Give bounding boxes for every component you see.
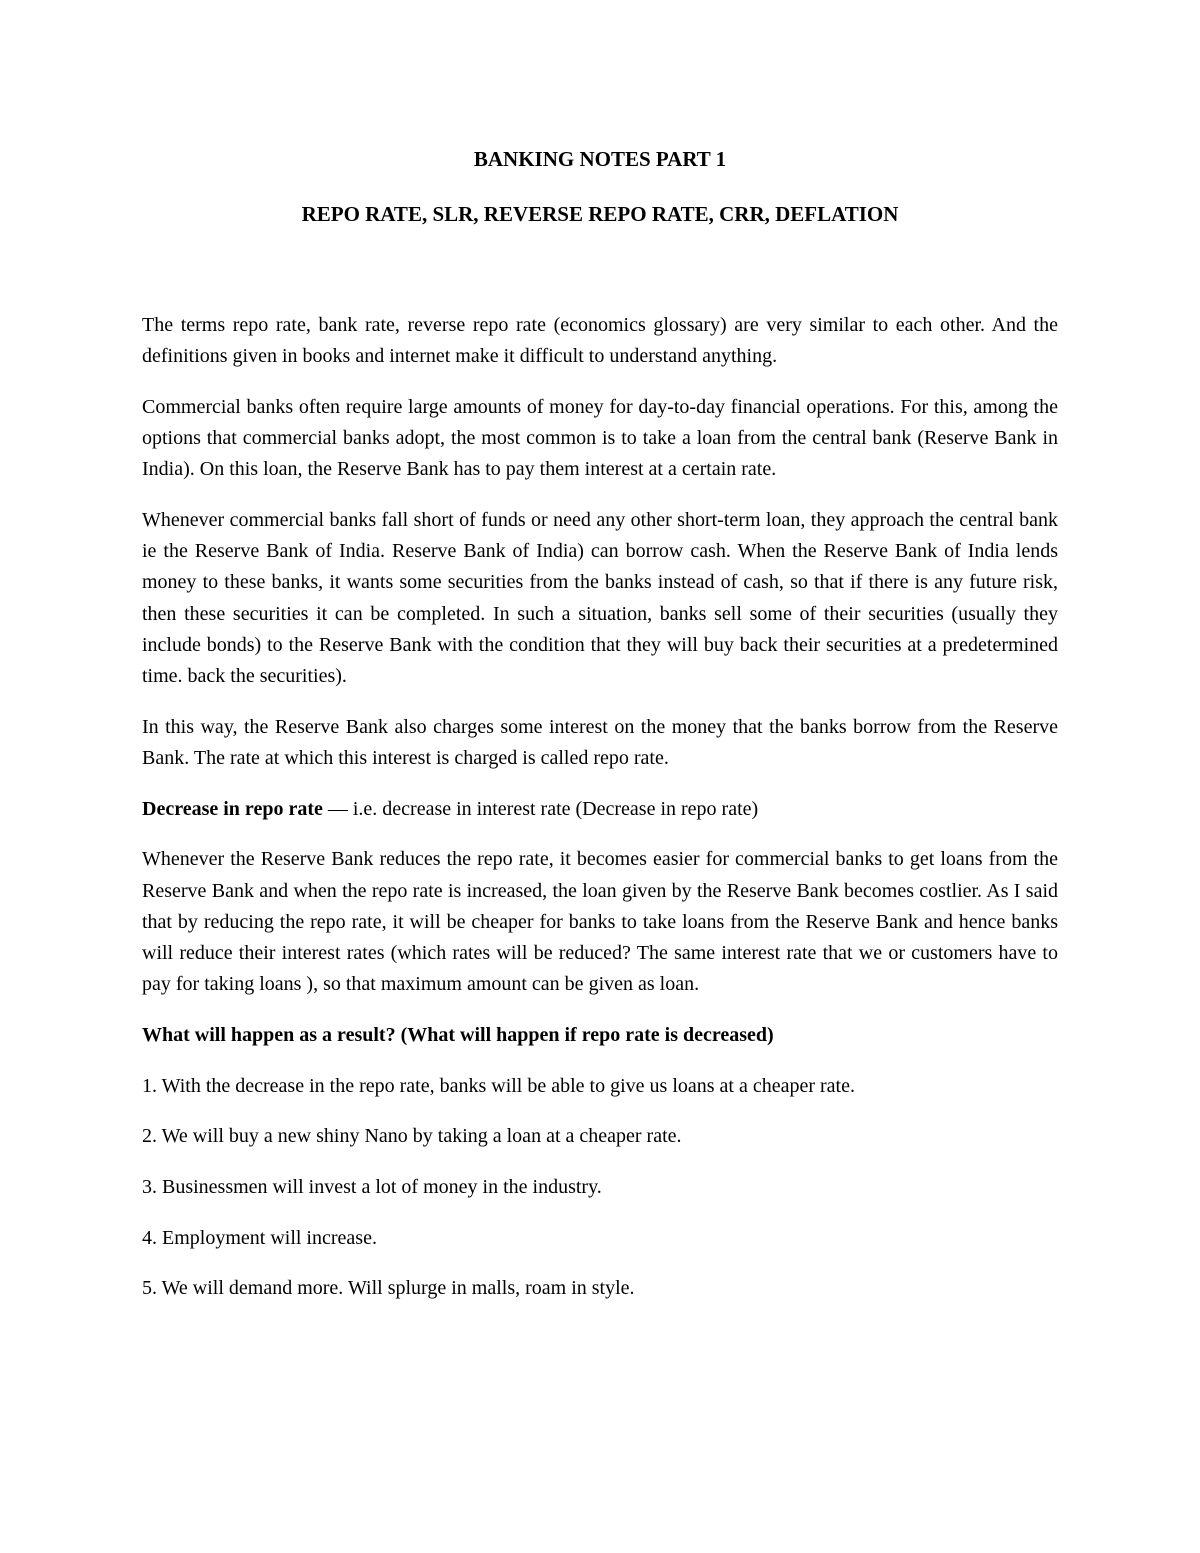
paragraph-reduction-effects: Whenever the Reserve Bank reduces the repo rate, it becomes easier for commercial banks to get loans from the Reserve Bank and when the repo rate is increased, the loan given by the Reserve Bank becomes costlier. As I said that by reducing the repo rate, it will be cheaper for banks to take loans from the Reserve Bank and hence banks will reduce their interest rates (which rates will be reduced? The same interest rate that we or customers have to pay for taking loans ), so that maximum amount can be given as loan. — [142, 848, 1058, 996]
list-item: 4. Employment will increase. — [142, 1226, 377, 1249]
paragraph-commercial-banks: Commercial banks often require large amounts of money for day-to-day financial operations. For this, among the options that commercial banks adopt, the most common is to take a loan from the central bank (Reserve Bank in India). On this loan, the Reserve Bank has to pay them interest at a certain rate. — [142, 395, 1058, 481]
paragraph-intro: The terms repo rate, bank rate, reverse repo rate (economics glossary) are very similar to each other. And the definitions given in books and internet make it difficult to understand anything. — [142, 314, 1058, 368]
list-item: 2. We will buy a new shiny Nano by taking a loan at a cheaper rate. — [142, 1125, 682, 1148]
list-item: 3. Businessmen will invest a lot of money in the industry. — [142, 1175, 602, 1198]
decrease-repo-heading: Decrease in repo rate — [142, 797, 323, 820]
document-body — [142, 310, 1058, 1324]
document-subtitle: REPO RATE, SLR, REVERSE REPO RATE, CRR, DEFLATION — [301, 202, 899, 226]
paragraph-short-term-loan: Whenever commercial banks fall short of funds or need any other short-term loan, they approach the central bank ie the Reserve Bank of India. Reserve Bank of India) can borrow cash. When the Reserve Bank of India lends money to these banks, it wants some securities from the banks instead of cash, so that if there is any future risk, then these securities it can be completed. In such a situation, banks sell some of their securities (usually they include bonds) to the Reserve Bank with the condition that they will buy back their securities at a predetermined time. back the securities). — [142, 509, 1058, 688]
paragraph-repo-rate-definition: In this way, the Reserve Bank also charges some interest on the money that the banks borrow from the Reserve Bank. The rate at which this interest is charged is called repo rate. — [142, 715, 1058, 769]
paragraph-decrease-repo — [142, 794, 1058, 825]
section-heading-result — [142, 1020, 1058, 1051]
list-item: 5. We will demand more. Will splurge in malls, roam in style. — [142, 1277, 635, 1300]
list-item: 1. With the decrease in the repo rate, banks will be able to give us loans at a cheaper rate. — [142, 1074, 855, 1097]
result-heading: What will happen as a result? (What will happen if repo rate is decreased) — [142, 1023, 774, 1046]
document-title: BANKING NOTES PART 1 — [473, 147, 727, 171]
decrease-repo-explanation: — i.e. decrease in interest rate (Decrease in repo rate) — [322, 797, 759, 820]
